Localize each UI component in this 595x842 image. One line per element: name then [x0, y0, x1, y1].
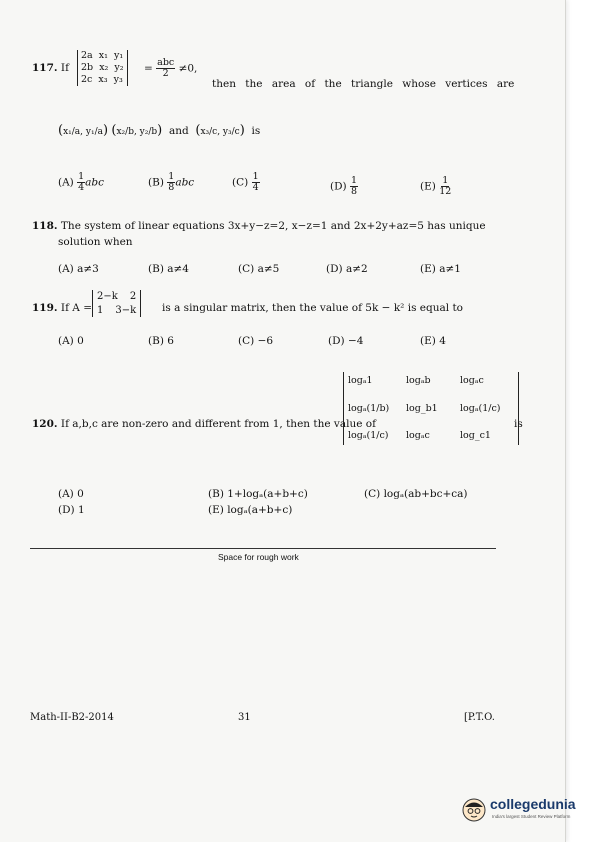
q118-option-c[interactable]: (C) a≠5 [238, 263, 280, 275]
footer-paper-code: Math-II-B2-2014 [30, 712, 114, 723]
footer-page-number: 31 [238, 712, 251, 723]
q117-option-d[interactable]: (D) $\frac{1}{8}$ [330, 175, 358, 197]
q117-points: (x₁/a, y₁/a) (x₂/b, y₂/b) and (x₃/c, y₃/c) is [58, 123, 261, 138]
question-number: 117. [32, 62, 58, 74]
q119-option-b[interactable]: (B) 6 [148, 335, 174, 347]
q120-determinant: logₐ1 logₐb logₐc logₐ(1/b) log_b1 logₐ(1/c) logₐ(1/c) logₐc log_c1 [343, 372, 519, 445]
question-118: 118. The system of linear equations 3x+y−z=2, x−z=1 and 2x+2y+az=5 has unique [32, 220, 486, 232]
rough-work-divider [30, 548, 496, 549]
q117-condition: = $\frac{\text{abc}}{2}$ ≠0, [144, 57, 198, 79]
if-text: If [60, 62, 69, 74]
q119-option-d[interactable]: (D) −4 [328, 335, 364, 347]
q120-option-e[interactable]: (E) logₐ(a+b+c) [208, 504, 293, 516]
q118-text: The system of linear equations 3x+y−z=2, x−z=1 and 2x+2y+az=5 has unique [60, 220, 486, 232]
q117-option-a[interactable]: (A) $\frac{1}{4}$ abc [58, 171, 105, 193]
q120-option-c[interactable]: (C) logₐ(ab+bc+ca) [364, 488, 468, 500]
q120-is: is [514, 418, 523, 430]
q119-option-e[interactable]: (E) 4 [420, 335, 446, 347]
q120-option-d[interactable]: (D) 1 [58, 504, 85, 516]
q120-text: If a,b,c are non-zero and different from 1, then the value of [60, 418, 376, 430]
q119-matrix: 2−k 2 1 3−k [92, 290, 141, 317]
question-120: 120. If a,b,c are non-zero and different from 1, then the value of [32, 418, 376, 430]
question-117 [32, 62, 69, 74]
q119-text: is a singular matrix, then the value of 5k − k² is equal to [162, 302, 464, 314]
q118-option-a[interactable]: (A) a≠3 [58, 263, 99, 275]
q118-option-e[interactable]: (E) a≠1 [420, 263, 461, 275]
q118-text-line2: solution when [58, 236, 133, 248]
q117-option-b[interactable]: (B) $\frac{1}{8}$ abc [148, 171, 195, 193]
logo-wordmark: collegedunia [490, 796, 576, 812]
logo-tagline: India's largest Student Review Platform [492, 814, 571, 819]
q118-option-b[interactable]: (B) a≠4 [148, 263, 189, 275]
q120-option-b[interactable]: (B) 1+logₐ(a+b+c) [208, 488, 308, 500]
question-119: 119. If A = [32, 302, 93, 314]
q117-option-e[interactable]: (E) $\frac{1}{12}$ [420, 175, 452, 197]
footer-pto: [P.T.O. [464, 712, 495, 723]
q117-option-c[interactable]: (C) $\frac{1}{4}$ [232, 171, 259, 193]
q120-option-a[interactable]: (A) 0 [58, 488, 84, 500]
q117-determinant: 2a x₁ y₁ 2b x₂ y₂ 2c x₃ y₃ [77, 50, 128, 86]
rough-work-label: Space for rough work [218, 552, 299, 562]
q117-text: then the area of the triangle whose vertices are [212, 78, 515, 90]
q119-option-a[interactable]: (A) 0 [58, 335, 84, 347]
student-avatar-icon [462, 798, 486, 822]
q119-option-c[interactable]: (C) −6 [238, 335, 274, 347]
q118-option-d[interactable]: (D) a≠2 [326, 263, 368, 275]
